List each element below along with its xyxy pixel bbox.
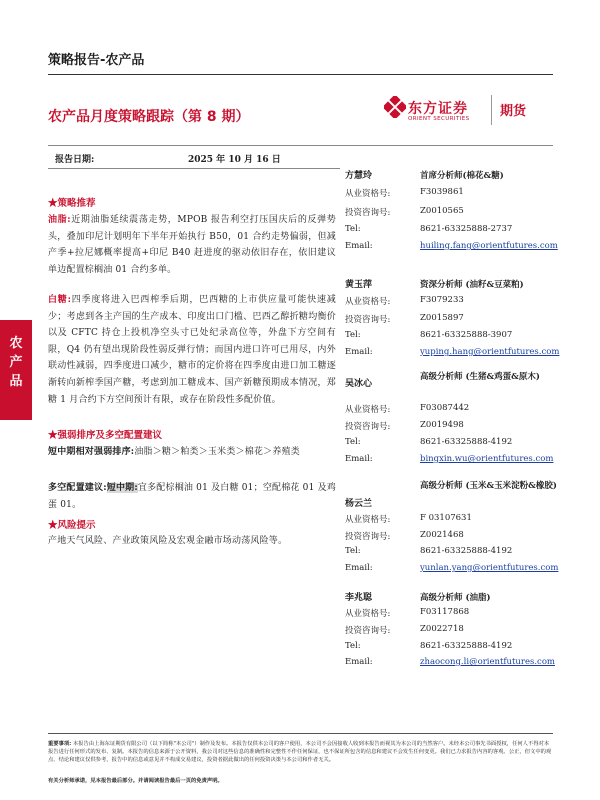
email-label: Email: — [345, 657, 373, 667]
footer-line1: 本报告由上海东证期货有限公司（以下简称"本公司"）制作及发布。本报告仅供本公司的客户使用，本公司不会因接收人收到本报告而视其为本公司的当然客户。未经本公司事先书面授权，任何人不得对本报告进行任何形式的发布、复制。本报告的信息来源于公开资料，我公司对这些信息的准确性和完整性不作任何保证，也不保证所包含的信息和建议不会发生任何变更。我们已力求报告内容的客观、公正，但文中的观点、结论和建议仅供参考，报告中的信息或意见并不构成交易建议，投资者据此做出的任何投资决策与本公司和作者无关。 — [48, 741, 552, 763]
oil-paragraph — [48, 212, 336, 278]
risk-text: 产地天气风险、产业政策风险及宏观金融市场动荡风险等。 — [48, 536, 288, 546]
report-title: 农产品月度策略跟踪（第 8 期） — [48, 109, 250, 125]
side-tab-label: 农产品 — [9, 336, 23, 389]
oil-text: 近期油脂延续震荡走势，MPOB 报告利空打压国庆后的反弹势头，叠加印尼计划明年下半年开始执行 B50，01 合约走势偏弱，但减产季+拉尼娜概率提高+印尼 B40 赶进度的驱动依旧存在，依旧建议单边配置棕榈油 01 合约多单。 — [48, 215, 336, 275]
tel-label: Tel: — [345, 437, 361, 447]
sugar-text: 四季度将进入巴西榨季后期，巴西糖的上市供应量可能快速减少；考虑到各主产国的生产成本、印度出口门槛、巴西乙醇折糖均衡价以及 CFTC 持仓上投机净空头寸已处纪录高位等，外盘下方空间有限，Q4 仍有望出现阶段性弱反弹行情；而国内进口许可已用尽，内外联动性减弱，四季度进口减少，糖市的定价将在四季度由进口加工糖逐渐转向新榨季国产糖，考虑到加工糖成本、国产新糖预期成本情况，郑糖 1 月合约下方空间预计有限，或存在阶段性多配价值。 — [48, 295, 336, 405]
orient-logo — [384, 96, 406, 118]
tel-number: 8621-63325888-2737 — [420, 224, 513, 234]
consulting-label: 投资咨询号: — [345, 626, 391, 636]
tel-label: Tel: — [345, 641, 361, 651]
ranking-short-text: 油脂＞糖＞粕类＞玉米类＞棉花＞养殖类 — [134, 447, 300, 457]
footer-analyst-note: 有关分析师承诺，见本报告最后部分。并请阅读报告最后一页的免责声明。 — [48, 778, 223, 784]
strategy-heading: ★策略推荐 — [48, 198, 96, 209]
consulting-label: 投资咨询号: — [345, 315, 391, 325]
tel-label: Tel: — [345, 330, 361, 340]
qualification-label: 从业资格号: — [345, 609, 391, 619]
email-label: Email: — [345, 454, 373, 464]
consulting-number: Z0021468 — [420, 530, 464, 540]
ranking-short-label: 短中期相对强弱排序: — [48, 447, 135, 457]
email-link[interactable]: zhaocong.li@orientfutures.com — [420, 657, 555, 667]
consulting-label: 投资咨询号: — [345, 532, 391, 542]
config-label: 多空配置建议: — [48, 483, 107, 493]
analyst-name: 李兆聪 — [345, 593, 373, 603]
consulting-number: Z0015897 — [420, 313, 464, 323]
qualification-number: F03087442 — [420, 403, 470, 413]
consulting-number: Z0019498 — [420, 420, 464, 430]
qualification-number: F3079233 — [420, 295, 464, 305]
logo-futures: 期货 — [500, 104, 527, 119]
footer-label: 重要事项: — [48, 741, 72, 747]
tel-label: Tel: — [345, 224, 361, 234]
oil-label: 油脂: — [48, 215, 71, 225]
risk-heading: ★风险提示 — [48, 520, 96, 531]
meta-divider — [48, 145, 553, 146]
qualification-label: 从业资格号: — [345, 515, 391, 525]
ranking-paragraph — [48, 444, 336, 461]
email-label: Email: — [345, 563, 373, 573]
tel-number: 8621-63325888-4192 — [420, 437, 513, 447]
date-value: 2025 年 10 月 16 日 — [188, 155, 281, 165]
report-category: 策略报告-农产品 — [48, 53, 145, 68]
footer-divider — [48, 733, 553, 734]
qualification-label: 从业资格号: — [345, 189, 391, 199]
logo-separator — [491, 95, 492, 125]
date-divider — [48, 168, 340, 169]
analyst-role: 高级分析师 (生猪&鸡蛋&原木) — [420, 372, 540, 382]
logo-name-cn: 东方证券 — [408, 101, 468, 117]
date-label: 报告日期: — [55, 155, 95, 165]
email-label: Email: — [345, 347, 373, 357]
tel-number: 8621-63325888-4192 — [420, 546, 513, 556]
config-paragraph — [48, 480, 336, 513]
logo-name-en: ORIENT SECURITIES — [408, 116, 470, 122]
qualification-number: F03117868 — [420, 607, 470, 617]
header-divider — [48, 74, 553, 75]
config-tag: 短中期: — [106, 483, 138, 493]
sugar-label: 白糖: — [48, 295, 72, 305]
analyst-role: 资深分析师 (油籽&豆菜粕) — [420, 280, 524, 290]
footer-disclaimer — [48, 740, 553, 764]
analyst-role: 高级分析师 (油脂) — [420, 593, 491, 603]
email-link[interactable]: yuping.hang@orientfutures.com — [420, 347, 560, 357]
consulting-label: 投资咨询号: — [345, 208, 391, 218]
email-link[interactable]: huiling.fang@orientfutures.com — [420, 241, 558, 251]
analyst-name: 吴冰心 — [345, 379, 373, 389]
qualification-label: 从业资格号: — [345, 405, 391, 415]
tel-label: Tel: — [345, 546, 361, 556]
analyst-name: 方慧玲 — [345, 171, 373, 181]
qualification-number: F 03107631 — [420, 513, 472, 523]
tel-number: 8621-63325888-3907 — [420, 330, 513, 340]
analyst-name: 杨云兰 — [345, 499, 373, 509]
ranking-heading: ★强弱排序及多空配置建议 — [48, 430, 163, 441]
consulting-number: Z0010565 — [420, 206, 464, 216]
analyst-name: 黄玉萍 — [345, 280, 373, 290]
sugar-paragraph — [48, 292, 336, 408]
consulting-label: 投资咨询号: — [345, 422, 391, 432]
qualification-number: F3039861 — [420, 187, 464, 197]
tel-number: 8621-63325888-4192 — [420, 641, 513, 651]
email-label: Email: — [345, 241, 373, 251]
analyst-role: 高级分析师 (玉米&玉米淀粉&橡胶) — [420, 481, 557, 491]
qualification-label: 从业资格号: — [345, 297, 391, 307]
email-link[interactable]: yunlan.yang@orientfutures.com — [420, 563, 559, 573]
email-link[interactable]: bingxin.wu@orientfutures.com — [420, 454, 554, 464]
config-text: 宜多配棕榈油 01 及白糖 01；空配棉花 01 及鸡蛋 01。 — [48, 483, 337, 510]
orient-logo-icon — [384, 96, 406, 118]
consulting-number: Z0022718 — [420, 624, 464, 634]
analyst-role: 首席分析师(棉花&糖) — [420, 171, 504, 181]
side-category-tab — [0, 320, 32, 420]
